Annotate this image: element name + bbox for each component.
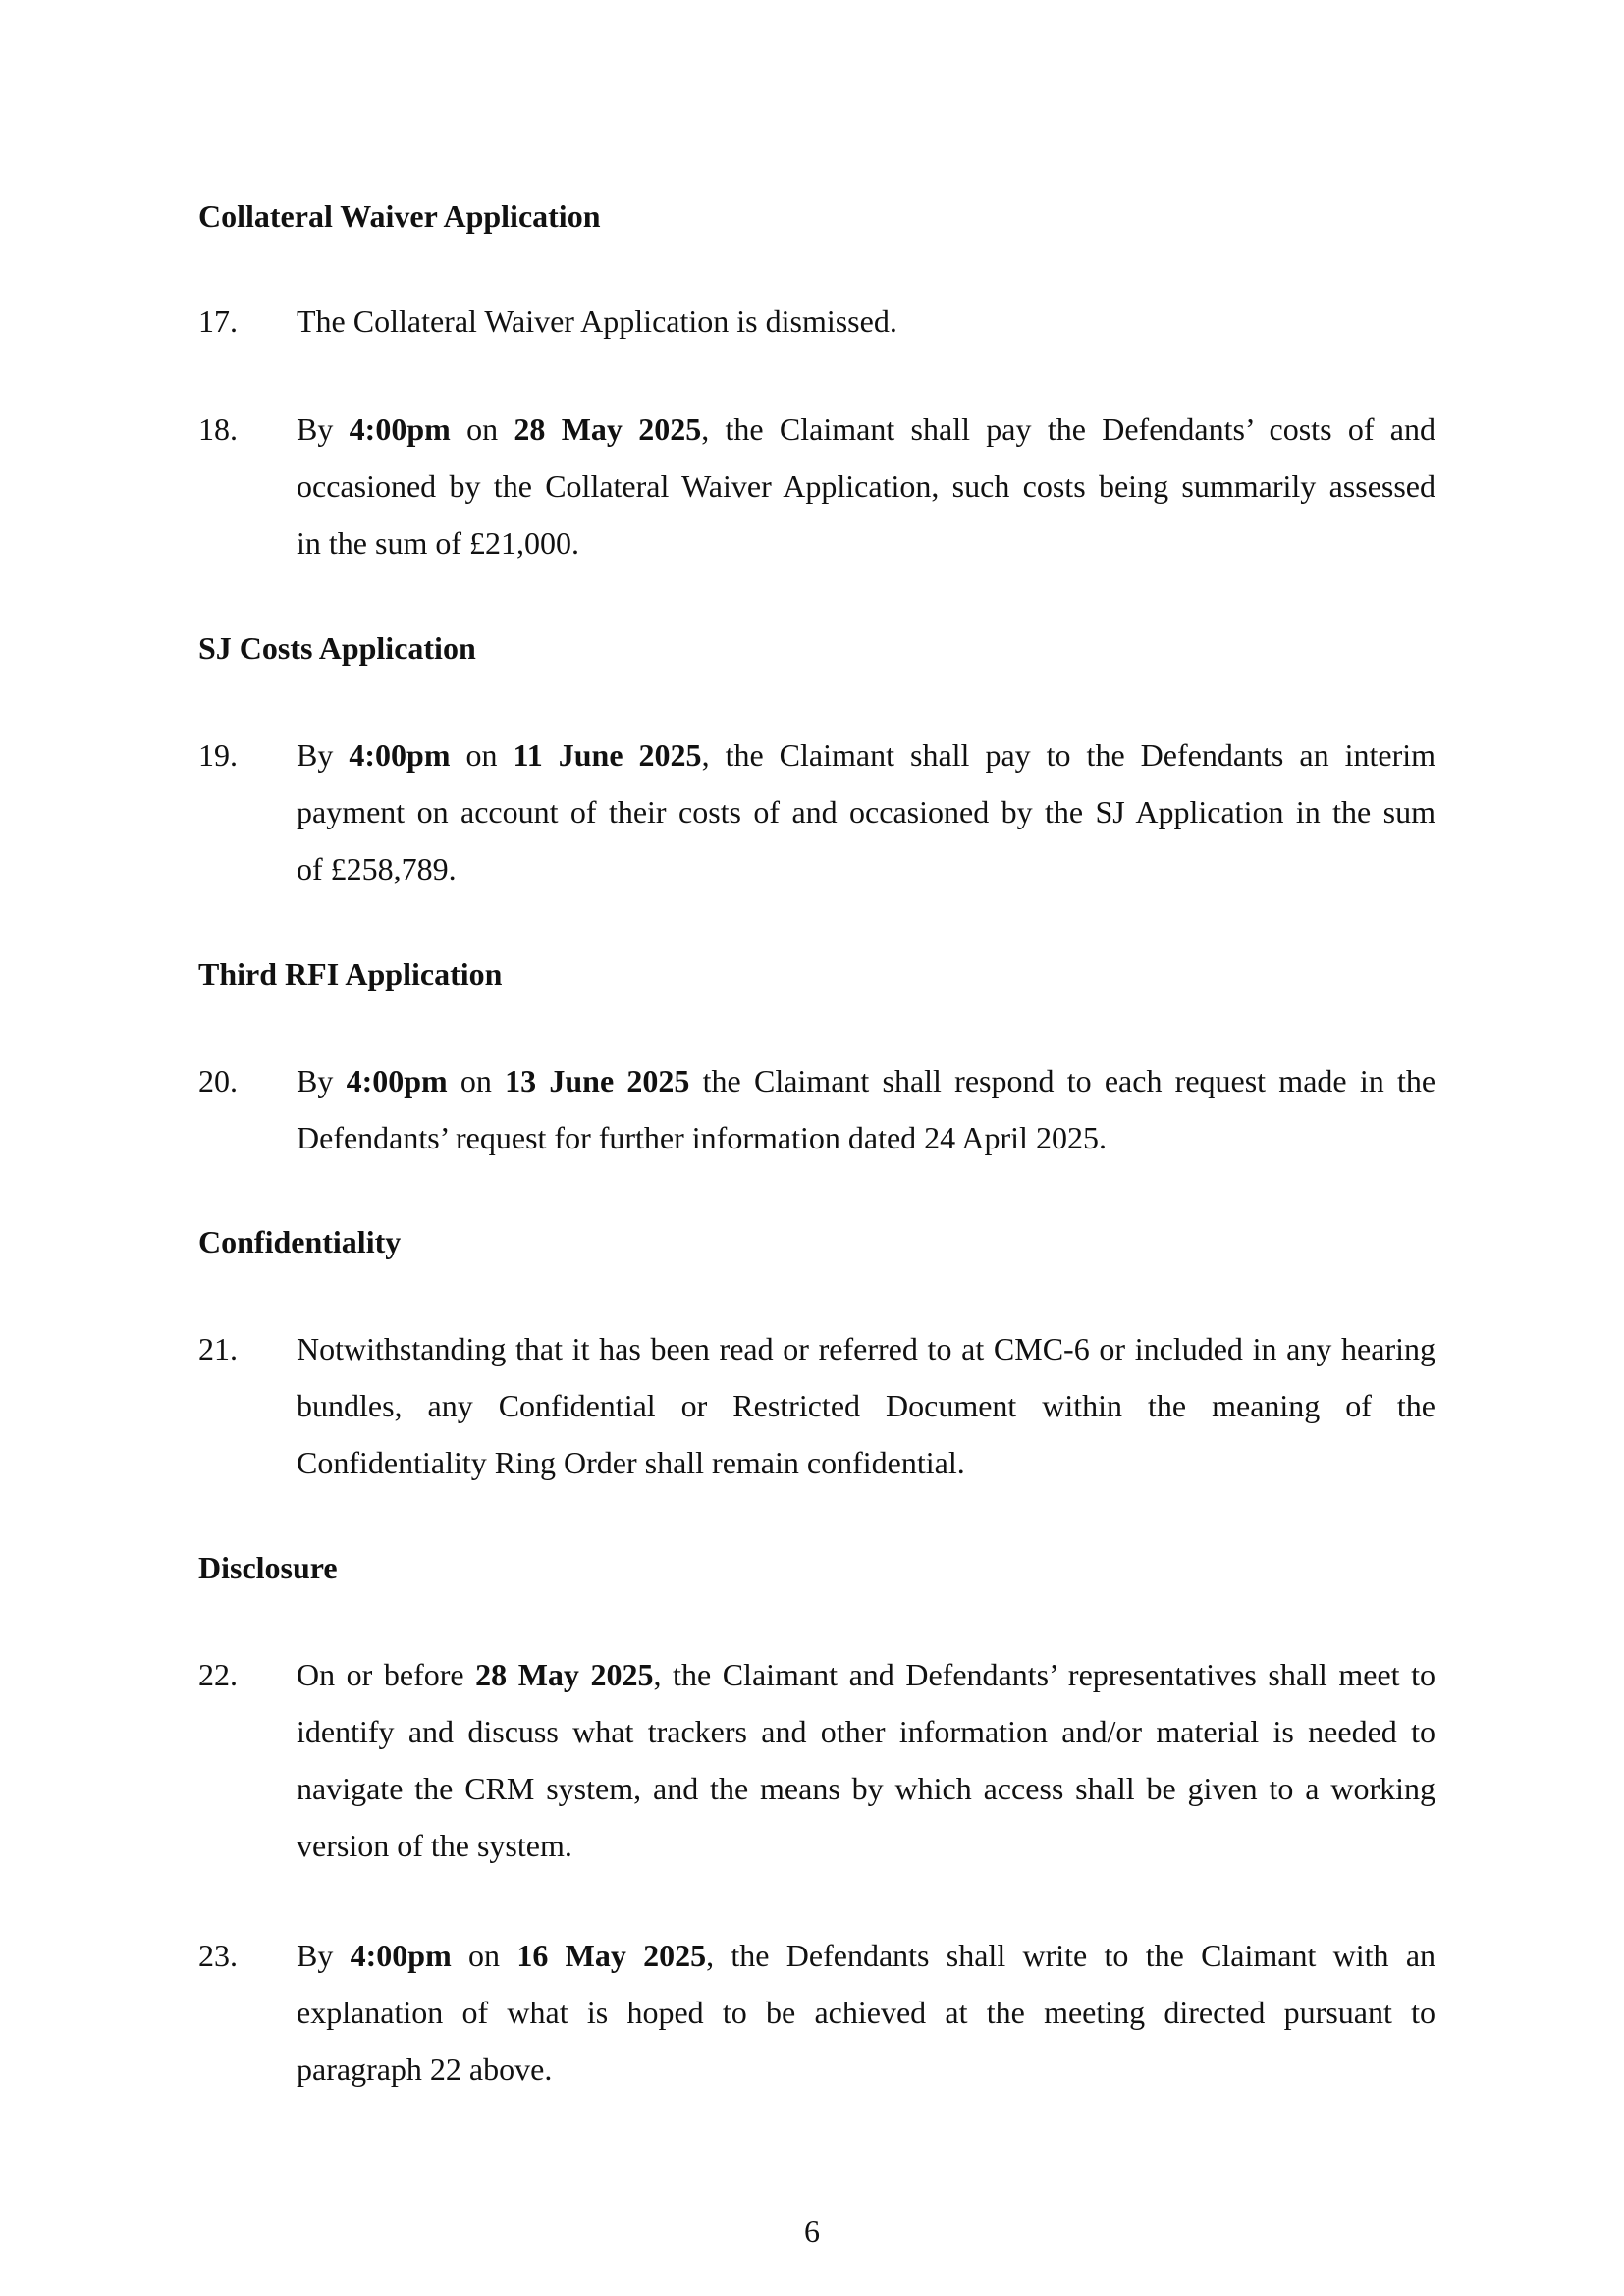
paragraph-number: 17.: [198, 303, 238, 339]
text-run: , the Claimant and Defendants’ representatives shall meet to: [653, 1657, 1436, 1692]
text-line: [297, 1320, 1435, 1377]
paragraph-text: [297, 1052, 1435, 1166]
text-line: [297, 400, 1435, 457]
text-run: Confidentiality Ring Order shall remain confidential.: [297, 1445, 965, 1480]
bold-text: 13 June 2025: [505, 1063, 690, 1098]
text-run: identify and discuss what trackers and other information and/or material is needed to: [297, 1714, 1435, 1749]
bold-text: 28 May 2025: [475, 1657, 654, 1692]
text-run: Notwithstanding that it has been read or referred to at CMC-6 or included in any hearing: [297, 1331, 1435, 1366]
paragraph-text: [297, 1927, 1435, 2098]
text-line: [297, 1817, 1435, 1874]
section-heading: Confidentiality: [198, 1224, 402, 1259]
text-run: By: [297, 1063, 347, 1098]
text-line: [297, 726, 1435, 783]
text-run: explanation of what is hoped to be achieved at the meeting directed pursuant to: [297, 1995, 1435, 2030]
text-run: Defendants’ request for further information dated 24 April 2025.: [297, 1120, 1107, 1155]
bold-text: 4:00pm: [346, 1063, 448, 1098]
text-line: [297, 783, 1435, 840]
text-run: , the Claimant shall pay to the Defendants an interim: [701, 737, 1436, 773]
bold-text: 16 May 2025: [516, 1938, 707, 1973]
bold-text: 4:00pm: [350, 1938, 452, 1973]
paragraph-number: 21.: [198, 1331, 238, 1366]
section-heading: Disclosure: [198, 1550, 338, 1585]
text-run: By: [297, 1938, 351, 1973]
text-line: [297, 1927, 1435, 1984]
text-run: By: [297, 737, 350, 773]
text-line: [297, 840, 1435, 897]
text-line: [297, 1109, 1435, 1166]
text-line: [297, 1052, 1435, 1109]
text-line: [297, 1703, 1435, 1760]
text-line: [297, 457, 1435, 514]
text-run: version of the system.: [297, 1828, 572, 1863]
bold-text: 4:00pm: [349, 737, 451, 773]
text-run: on: [451, 1938, 517, 1973]
paragraph-text: [297, 726, 1435, 897]
bold-text: 28 May 2025: [514, 411, 702, 447]
section-heading: Collateral Waiver Application: [198, 198, 601, 234]
text-run: , the Claimant shall pay the Defendants’ costs of and: [701, 411, 1436, 447]
text-line: [297, 1377, 1435, 1434]
text-line: [297, 1760, 1435, 1817]
paragraph-number: 23.: [198, 1938, 238, 1973]
text-run: , the Defendants shall write to the Claimant with an: [706, 1938, 1436, 1973]
text-run: occasioned by the Collateral Waiver Application, such costs being summarily assessed: [297, 468, 1435, 504]
text-run: By: [297, 411, 350, 447]
paragraph-number: 19.: [198, 737, 238, 773]
text-run: On or before: [297, 1657, 476, 1692]
section-heading: Third RFI Application: [198, 956, 503, 991]
text-line: [297, 293, 1435, 349]
text-run: paragraph 22 above.: [297, 2052, 553, 2087]
text-run: on: [450, 411, 514, 447]
text-line: [297, 1984, 1435, 2041]
text-run: on: [447, 1063, 506, 1098]
text-run: on: [450, 737, 514, 773]
text-line: [297, 2041, 1435, 2098]
section-heading: SJ Costs Application: [198, 630, 476, 666]
page-number: 6: [804, 2214, 820, 2249]
text-run: bundles, any Confidential or Restricted Document within the meaning of the: [297, 1388, 1435, 1423]
text-run: of £258,789.: [297, 851, 457, 886]
paragraph-number: 18.: [198, 411, 238, 447]
paragraph-number: 20.: [198, 1063, 238, 1098]
paragraph-text: [297, 1646, 1435, 1874]
text-line: [297, 1434, 1435, 1491]
paragraph-number: 22.: [198, 1657, 238, 1692]
text-run: the Claimant shall respond to each request made in the: [689, 1063, 1436, 1098]
text-run: The Collateral Waiver Application is dismissed.: [297, 303, 897, 339]
text-line: [297, 514, 1435, 571]
paragraph-text: [297, 1320, 1435, 1491]
bold-text: 11 June 2025: [513, 737, 702, 773]
text-run: payment on account of their costs of and occasioned by the SJ Application in the sum: [297, 794, 1435, 829]
paragraph-text: [297, 293, 1435, 349]
text-run: in the sum of £21,000.: [297, 525, 579, 561]
paragraph-text: [297, 400, 1435, 571]
bold-text: 4:00pm: [349, 411, 451, 447]
text-line: [297, 1646, 1435, 1703]
text-run: navigate the CRM system, and the means by which access shall be given to a working: [297, 1771, 1435, 1806]
